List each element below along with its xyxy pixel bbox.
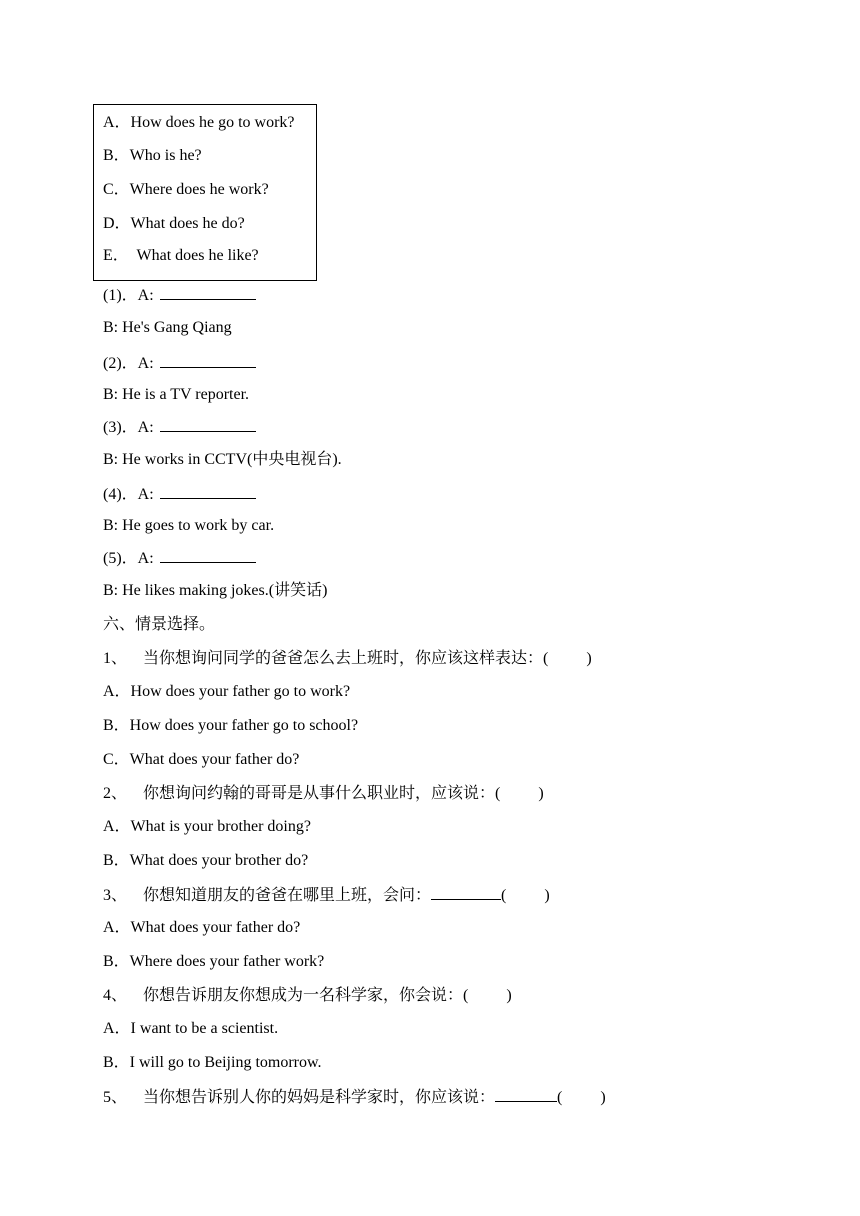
answer-blank-q3[interactable] (431, 885, 501, 900)
dialogue-1-a: (1)．A: (103, 285, 256, 306)
box-option-b: B．Who is he? (103, 147, 202, 164)
question-4: 4、 你想告诉朋友你想成为一名科学家，你会说：( ) (103, 987, 512, 1004)
question-3: 3、 你想知道朋友的爸爸在哪里上班，会问： ( ) (103, 887, 550, 904)
box-option-c: C．Where does he work? (103, 181, 269, 198)
dialogue-2-b: B: He is a TV reporter. (103, 386, 250, 403)
answer-blank-5[interactable] (160, 548, 256, 563)
box-option-d: D．What does he do? (103, 215, 245, 232)
answer-blank-q5[interactable] (495, 1087, 557, 1102)
dialogue-1-b: B: He's Gang Qiang (103, 319, 232, 336)
answer-blank-2[interactable] (160, 353, 256, 368)
question-1-option-b: B．How does your father go to school? (103, 717, 359, 734)
answer-blank-4[interactable] (160, 484, 256, 499)
question-5: 5、 当你想告诉别人你的妈妈是科学家时，你应该说： ( ) (103, 1089, 606, 1106)
dialogue-4-a: (4)．A: (103, 484, 256, 505)
section-title: 六、情景选择。 (103, 616, 216, 633)
dialogue-5-b: B: He likes making jokes.(讲笑话) (103, 582, 328, 599)
question-4-option-b: B．I will go to Beijing tomorrow. (103, 1054, 322, 1071)
box-option-e: E． What does he like? (103, 247, 259, 264)
answer-blank-1[interactable] (160, 285, 256, 300)
question-2: 2、 你想询问约翰的哥哥是从事什么职业时，应该说：( ) (103, 785, 544, 802)
question-2-option-a: A．What is your brother doing? (103, 818, 311, 835)
question-1: 1、 当你想询问同学的爸爸怎么去上班时，你应该这样表达：( ) (103, 650, 592, 667)
answer-blank-3[interactable] (160, 417, 256, 432)
question-1-option-c: C．What does your father do? (103, 751, 300, 768)
box-option-a: A．How does he go to work? (103, 114, 295, 131)
question-3-option-a: A．What does your father do? (103, 919, 301, 936)
question-1-option-a: A．How does your father go to work? (103, 683, 351, 700)
question-4-option-a: A．I want to be a scientist. (103, 1020, 279, 1037)
question-3-option-b: B．Where does your father work? (103, 953, 325, 970)
question-2-option-b: B．What does your brother do? (103, 852, 309, 869)
dialogue-5-a: (5)．A: (103, 548, 256, 569)
dialogue-3-a: (3)．A: (103, 417, 256, 438)
dialogue-4-b: B: He goes to work by car. (103, 517, 275, 534)
dialogue-2-a: (2)．A: (103, 353, 256, 374)
dialogue-3-b: B: He works in CCTV(中央电视台). (103, 451, 342, 468)
